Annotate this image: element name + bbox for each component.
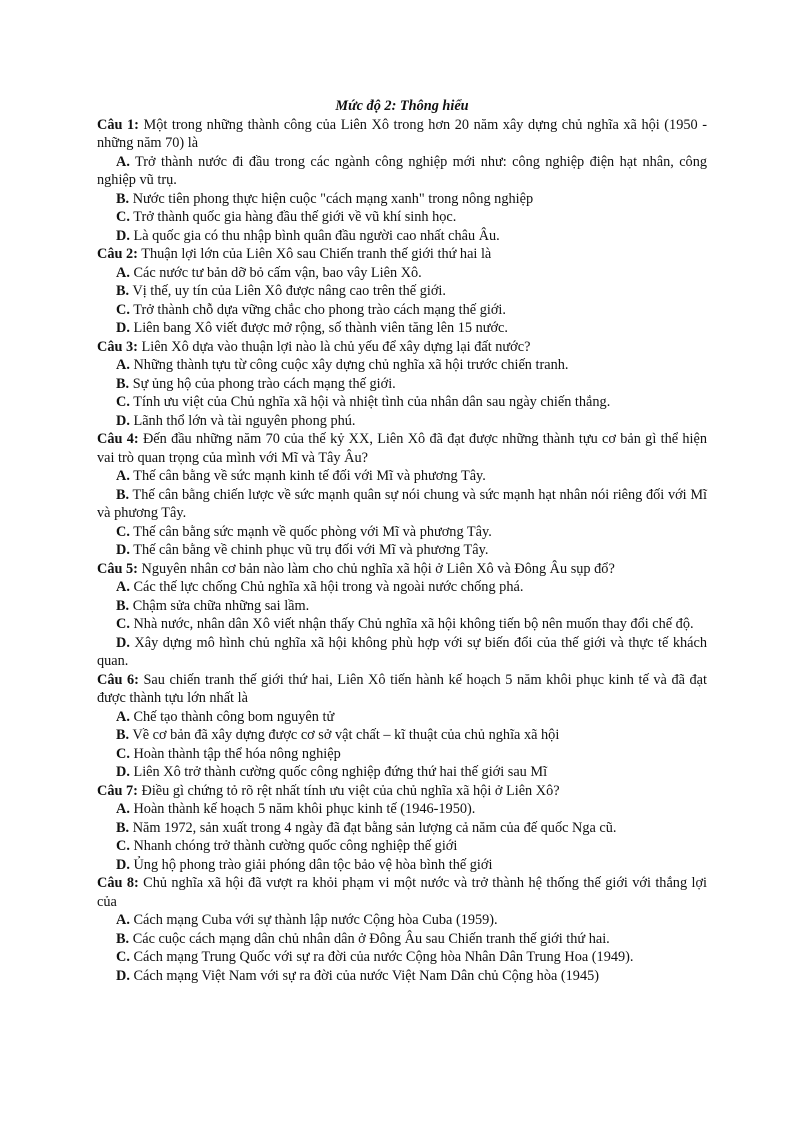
- option-letter: A.: [116, 801, 130, 817]
- answer-option: [97, 227, 707, 246]
- option-text: Về cơ bản đã xây dựng được cơ sở vật chất – kĩ thuật của chủ nghĩa xã hội: [129, 727, 560, 743]
- option-text: Trở thành quốc gia hàng đầu thế giới về vũ khí sinh học.: [129, 209, 457, 225]
- option-letter: D.: [116, 764, 130, 780]
- question-stem: [97, 671, 707, 708]
- answer-option: [97, 412, 707, 431]
- question-number: Câu 2:: [97, 246, 138, 262]
- question-stem: [97, 874, 707, 911]
- option-text: Trở thành nước đi đầu trong các ngành công nghiệp mới như: công nghiệp điện hạt nhân, công nghiệp vũ trụ.: [97, 153, 707, 188]
- option-letter: C.: [116, 838, 130, 854]
- question-text: Liên Xô dựa vào thuận lợi nào là chủ yếu để xây dựng lại đất nước?: [137, 338, 531, 355]
- answer-option: [97, 819, 707, 838]
- question-list: [97, 116, 707, 986]
- option-text: Những thành tựu từ công cuộc xây dựng chủ nghĩa xã hội trước chiến tranh.: [129, 357, 569, 373]
- question-text: Một trong những thành công của Liên Xô trong hơn 20 năm xây dựng chủ nghĩa xã hội (1950 - những năm 70) là: [97, 116, 707, 151]
- option-letter: C.: [116, 523, 130, 540]
- answer-option: [97, 190, 707, 209]
- page-title: Mức độ 2: Thông hiểu: [335, 98, 469, 114]
- question-text: Nguyên nhân cơ bản nào làm cho chủ nghĩa xã hội ở Liên Xô và Đông Âu sụp đổ?: [137, 560, 615, 577]
- document-page: [97, 97, 707, 985]
- answer-option: [97, 541, 707, 560]
- answer-option: [97, 264, 707, 283]
- answer-option: [97, 856, 707, 875]
- option-text: Năm 1972, sản xuất trong 4 ngày đã đạt bằng sản lượng cả năm của đế quốc Nga cũ.: [129, 819, 617, 836]
- option-letter: A.: [116, 579, 130, 595]
- option-text: Nước tiên phong thực hiện cuộc "cách mạng xanh" trong nông nghiệp: [129, 190, 534, 207]
- option-text: Nhà nước, nhân dân Xô viết nhận thấy Chủ nghĩa xã hội không tiến bộ nên muốn thay đổi chế độ.: [129, 616, 694, 632]
- question-number: Câu 6:: [97, 671, 139, 688]
- answer-option: [97, 208, 707, 227]
- option-text: Vị thế, uy tín của Liên Xô được nâng cao trên thế giới.: [129, 283, 446, 299]
- question-number: Câu 1:: [97, 116, 139, 133]
- option-letter: D.: [116, 320, 130, 336]
- option-letter: B.: [116, 283, 130, 299]
- answer-option: [97, 319, 707, 338]
- option-letter: B.: [116, 375, 130, 392]
- option-text: Thế cân bằng về sức mạnh kinh tế đối với Mĩ và phương Tây.: [129, 468, 486, 484]
- option-letter: D.: [116, 227, 130, 244]
- option-text: Tính ưu việt của Chủ nghĩa xã hội và nhiệt tình của nhân dân sau ngày chiến thắng.: [129, 394, 611, 410]
- answer-option: [97, 615, 707, 634]
- answer-option: [97, 393, 707, 412]
- option-letter: A.: [116, 153, 130, 170]
- answer-option: [97, 726, 707, 745]
- answer-option: [97, 967, 707, 986]
- answer-option: [97, 911, 707, 930]
- answer-option: [97, 467, 707, 486]
- option-text: Liên Xô trở thành cường quốc công nghiệp đứng thứ hai thế giới sau Mĩ: [129, 764, 548, 780]
- option-text: Xây dựng mô hình chủ nghĩa xã hội không phù hợp với sự biến đổi của thế giới và thực tế khách quan.: [97, 634, 707, 669]
- option-letter: B.: [116, 190, 130, 207]
- answer-option: [97, 375, 707, 394]
- option-letter: C.: [116, 209, 130, 225]
- option-letter: D.: [116, 634, 130, 651]
- answer-option: [97, 634, 707, 671]
- question-stem: [97, 560, 707, 579]
- option-letter: A.: [116, 468, 130, 484]
- option-text: Thế cân bằng sức mạnh về quốc phòng với Mĩ và phương Tây.: [129, 523, 492, 540]
- question-text: Chủ nghĩa xã hội đã vượt ra khỏi phạm vi một nước và trở thành hệ thống thế giới với thắng lợi của: [97, 875, 707, 910]
- option-letter: A.: [116, 708, 130, 725]
- option-text: Thế cân bằng về chinh phục vũ trụ đối với Mĩ và phương Tây.: [129, 542, 489, 558]
- option-text: Các thế lực chống Chủ nghĩa xã hội trong và ngoài nước chống phá.: [129, 579, 524, 595]
- answer-option: [97, 948, 707, 967]
- option-text: Nhanh chóng trở thành cường quốc công nghiệp thế giới: [129, 838, 458, 854]
- answer-option: [97, 745, 707, 764]
- option-letter: D.: [116, 542, 130, 558]
- option-text: Hoàn thành kế hoạch 5 năm khôi phục kinh tế (1946-1950).: [129, 801, 476, 817]
- question-text: Sau chiến tranh thế giới thứ hai, Liên Xô tiến hành kế hoạch 5 năm khôi phục kinh tế và đã đạt được thành tựu lớn nhất là: [97, 671, 707, 706]
- answer-option: [97, 708, 707, 727]
- option-letter: D.: [116, 856, 130, 873]
- answer-option: [97, 837, 707, 856]
- option-text: Cách mạng Việt Nam với sự ra đời của nước Việt Nam Dân chủ Cộng hòa (1945): [129, 967, 600, 984]
- question-stem: [97, 338, 707, 357]
- question-stem: [97, 245, 707, 264]
- option-letter: B.: [116, 727, 130, 743]
- option-letter: C.: [116, 745, 130, 762]
- option-text: Sự ủng hộ của phong trào cách mạng thế giới.: [129, 375, 396, 392]
- option-text: Liên bang Xô viết được mở rộng, số thành viên tăng lên 15 nước.: [129, 320, 508, 336]
- option-letter: B.: [116, 486, 130, 503]
- option-text: Ủng hộ phong trào giải phóng dân tộc bảo vệ hòa bình thế giới: [129, 856, 493, 873]
- option-text: Là quốc gia có thu nhập bình quân đầu người cao nhất châu Âu.: [129, 227, 500, 244]
- option-letter: C.: [116, 949, 130, 965]
- option-letter: D.: [116, 412, 130, 429]
- option-letter: B.: [116, 597, 130, 614]
- answer-option: [97, 356, 707, 375]
- option-letter: A.: [116, 912, 130, 928]
- question-number: Câu 4:: [97, 431, 139, 447]
- answer-option: [97, 301, 707, 320]
- option-letter: B.: [116, 930, 130, 947]
- answer-option: [97, 597, 707, 616]
- answer-option: [97, 153, 707, 190]
- question-text: Thuận lợi lớn của Liên Xô sau Chiến tranh thế giới thứ hai là: [137, 246, 492, 262]
- question-stem: [97, 116, 707, 153]
- question-text: Điều gì chứng tỏ rõ rệt nhất tính ưu việt của chủ nghĩa xã hội ở Liên Xô?: [137, 782, 560, 799]
- option-text: Cách mạng Cuba với sự thành lập nước Cộng hòa Cuba (1959).: [129, 912, 498, 928]
- option-text: Thế cân bằng chiến lược về sức mạnh quân sự nói chung và sức mạnh hạt nhân nói riêng đối với Mĩ và phương Tây.: [97, 486, 707, 521]
- option-letter: C.: [116, 301, 130, 318]
- answer-option: [97, 486, 707, 523]
- option-letter: B.: [116, 819, 130, 836]
- question-number: Câu 8:: [97, 875, 139, 891]
- option-text: Chậm sửa chữa những sai lầm.: [129, 597, 310, 614]
- option-letter: D.: [116, 967, 130, 984]
- option-text: Trở thành chỗ dựa vững chắc cho phong trào cách mạng thế giới.: [129, 301, 506, 318]
- answer-option: [97, 800, 707, 819]
- option-text: Lãnh thổ lớn và tài nguyên phong phú.: [129, 412, 356, 429]
- option-text: Chế tạo thành công bom nguyên tử: [129, 708, 335, 725]
- answer-option: [97, 578, 707, 597]
- option-text: Hoàn thành tập thể hóa nông nghiệp: [129, 745, 341, 762]
- answer-option: [97, 930, 707, 949]
- option-text: Các cuộc cách mạng dân chủ nhân dân ở Đông Âu sau Chiến tranh thế giới thứ hai.: [129, 930, 610, 947]
- answer-option: [97, 523, 707, 542]
- answer-option: [97, 282, 707, 301]
- option-letter: A.: [116, 264, 130, 281]
- option-text: Cách mạng Trung Quốc với sự ra đời của nước Cộng hòa Nhân Dân Trung Hoa (1949).: [129, 949, 634, 965]
- question-number: Câu 3:: [97, 338, 138, 355]
- question-number: Câu 7:: [97, 782, 138, 799]
- option-letter: A.: [116, 357, 130, 373]
- option-text: Các nước tư bản dỡ bỏ cấm vận, bao vây Liên Xô.: [129, 264, 422, 281]
- question-stem: [97, 430, 707, 467]
- option-letter: C.: [116, 394, 130, 410]
- question-number: Câu 5:: [97, 560, 138, 577]
- question-stem: [97, 782, 707, 801]
- option-letter: C.: [116, 616, 130, 632]
- question-text: Đến đầu những năm 70 của thế kỷ XX, Liên Xô đã đạt được những thành tựu cơ bản gì thể hiện vai trò quan trọng của mình với Mĩ và Tây Âu?: [97, 431, 707, 466]
- answer-option: [97, 763, 707, 782]
